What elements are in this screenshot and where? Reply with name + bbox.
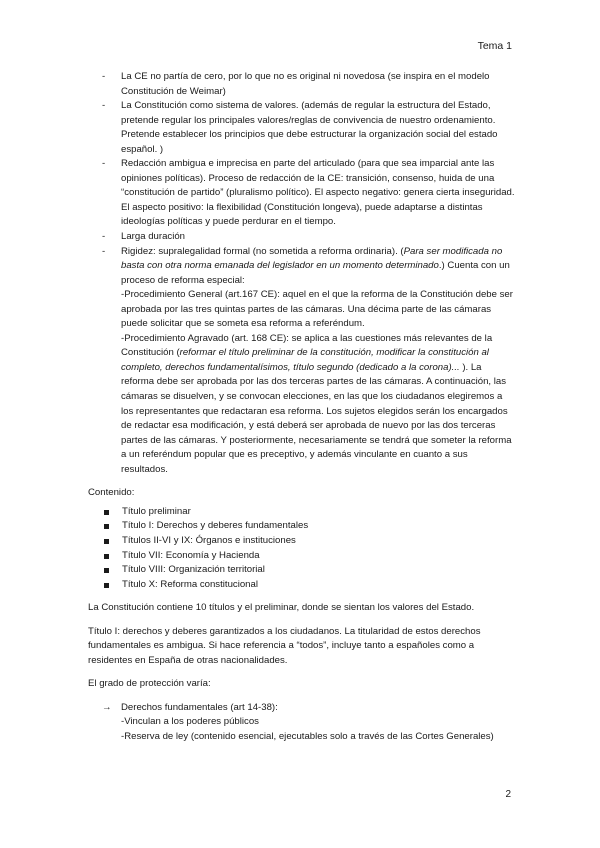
rigidez-intro: Rigidez: supralegalidad formal (no sometida a reforma ordinaria). ( bbox=[121, 245, 404, 257]
list-item: Títulos II-VI y IX: Órganos e instituciones bbox=[88, 534, 516, 549]
header-title: Tema 1 bbox=[477, 40, 512, 52]
rigidez-intro-italic: Para ser modificada no basta con otra norma emanada del legislador en un momento determinado bbox=[121, 245, 503, 272]
arrow-list bbox=[88, 701, 516, 745]
rigidez-intro-end: .) Cuenta con un proceso de reforma especial: bbox=[121, 260, 510, 286]
list-item: Título preliminar bbox=[88, 505, 516, 520]
list-item: Título VIII: Organización territorial bbox=[88, 563, 516, 578]
derechos-line-1: -Vinculan a los poderes públicos bbox=[121, 716, 259, 728]
derechos-title: → Derechos fundamentales (art 14-38): bbox=[121, 701, 278, 713]
paragraph-titulos: La Constitución contiene 10 títulos y el preliminar, donde se sientan los valores del Estado. bbox=[88, 602, 475, 614]
agravado-end: ). La reforma debe ser aprobada por las dos terceras partes de las cámaras. A continuación, las cámaras se disuelven, y se convocan elecciones, en las que los ciudadanos elegiremos a los representantes que redactaran esa reforma. Los sujetos elegidos serán los encargados de redactar esa modificación, y está deberá ser aprobada de nuevo por las dos terceras partes de las cámaras. Y posteriormente, necesariamente se tendrá que someter la reforma a un referéndum popular que es preceptivo, y además vinculante en cuanto a sus resultados. bbox=[121, 361, 512, 475]
agravado-italic: reformar el título preliminar de la constitución, modificar la constitución al completo, derechos fundamentalísimos, título segundo (dedicado a la corona)... bbox=[121, 347, 489, 373]
list-item: Título I: Derechos y deberes fundamentales bbox=[88, 519, 516, 534]
list-item: - La Constitución como sistema de valores. (además de regular la estructura del Estado, pretende regular los principales valores/reglas de convivencia de nuestro ordenamiento. Pretende establecer los principios que debe estructurar la organización social del estado español. ) bbox=[88, 99, 516, 157]
page-number: 2 bbox=[505, 789, 511, 800]
paragraph-titulo-i: Título I: derechos y deberes garantizados a los ciudadanos. La titularidad de estos derechos fundamentales es ambigua. Si hace referencia a “todos”, incluye tanto a españoles como a residentes en España de otras nacionalidades. bbox=[88, 625, 481, 666]
contenido-heading: Contenido: bbox=[88, 487, 135, 499]
list-item-rigidez bbox=[88, 245, 516, 478]
features-list bbox=[88, 70, 516, 477]
procedimiento-agravado bbox=[121, 332, 516, 477]
list-item: - Redacción ambigua e imprecisa en parte del articulado (para que sea imparcial ante las opiniones políticas). Proceso de redacción de la CE: transición, consenso, huida de una “constitución de partido” (pluralismo político). El aspecto negativo: genera cierta inseguridad. El aspecto positivo: la flexibilidad (Constitución longeva), puede adaptarse a distintas ideologías políticas y puede perdurar en el tiempo. bbox=[88, 157, 516, 230]
list-item: - La CE no partía de cero, por lo que no es original ni novedosa (se inspira en el modelo Constitución de Weimar) bbox=[88, 70, 516, 99]
list-item: Título VII: Economía y Hacienda bbox=[88, 549, 516, 564]
list-item: Título X: Reforma constitucional bbox=[88, 578, 516, 593]
agravado-start: -Procedimiento Agravado (art. 168 CE): se aplica a las cuestiones más relevantes de la Constitución ( bbox=[121, 332, 493, 359]
procedimiento-general: -Procedimiento General (art.167 CE): aquel en el que la reforma de la Constitución debe ser aprobada por las tres quintas partes de las cámaras. Una décima parte de las cámaras puede solicitar que se someta esa reforma a referéndum. bbox=[121, 289, 513, 330]
derechos-line-2: -Reserva de ley (contenido esencial, ejecutables solo a través de las Cortes Generales) bbox=[121, 730, 494, 742]
list-item-derechos bbox=[88, 701, 516, 745]
list-item: - Larga duración bbox=[88, 230, 516, 245]
document-body bbox=[88, 70, 516, 745]
paragraph-proteccion: El grado de protección varía: bbox=[88, 678, 211, 690]
contenido-list bbox=[88, 505, 516, 592]
